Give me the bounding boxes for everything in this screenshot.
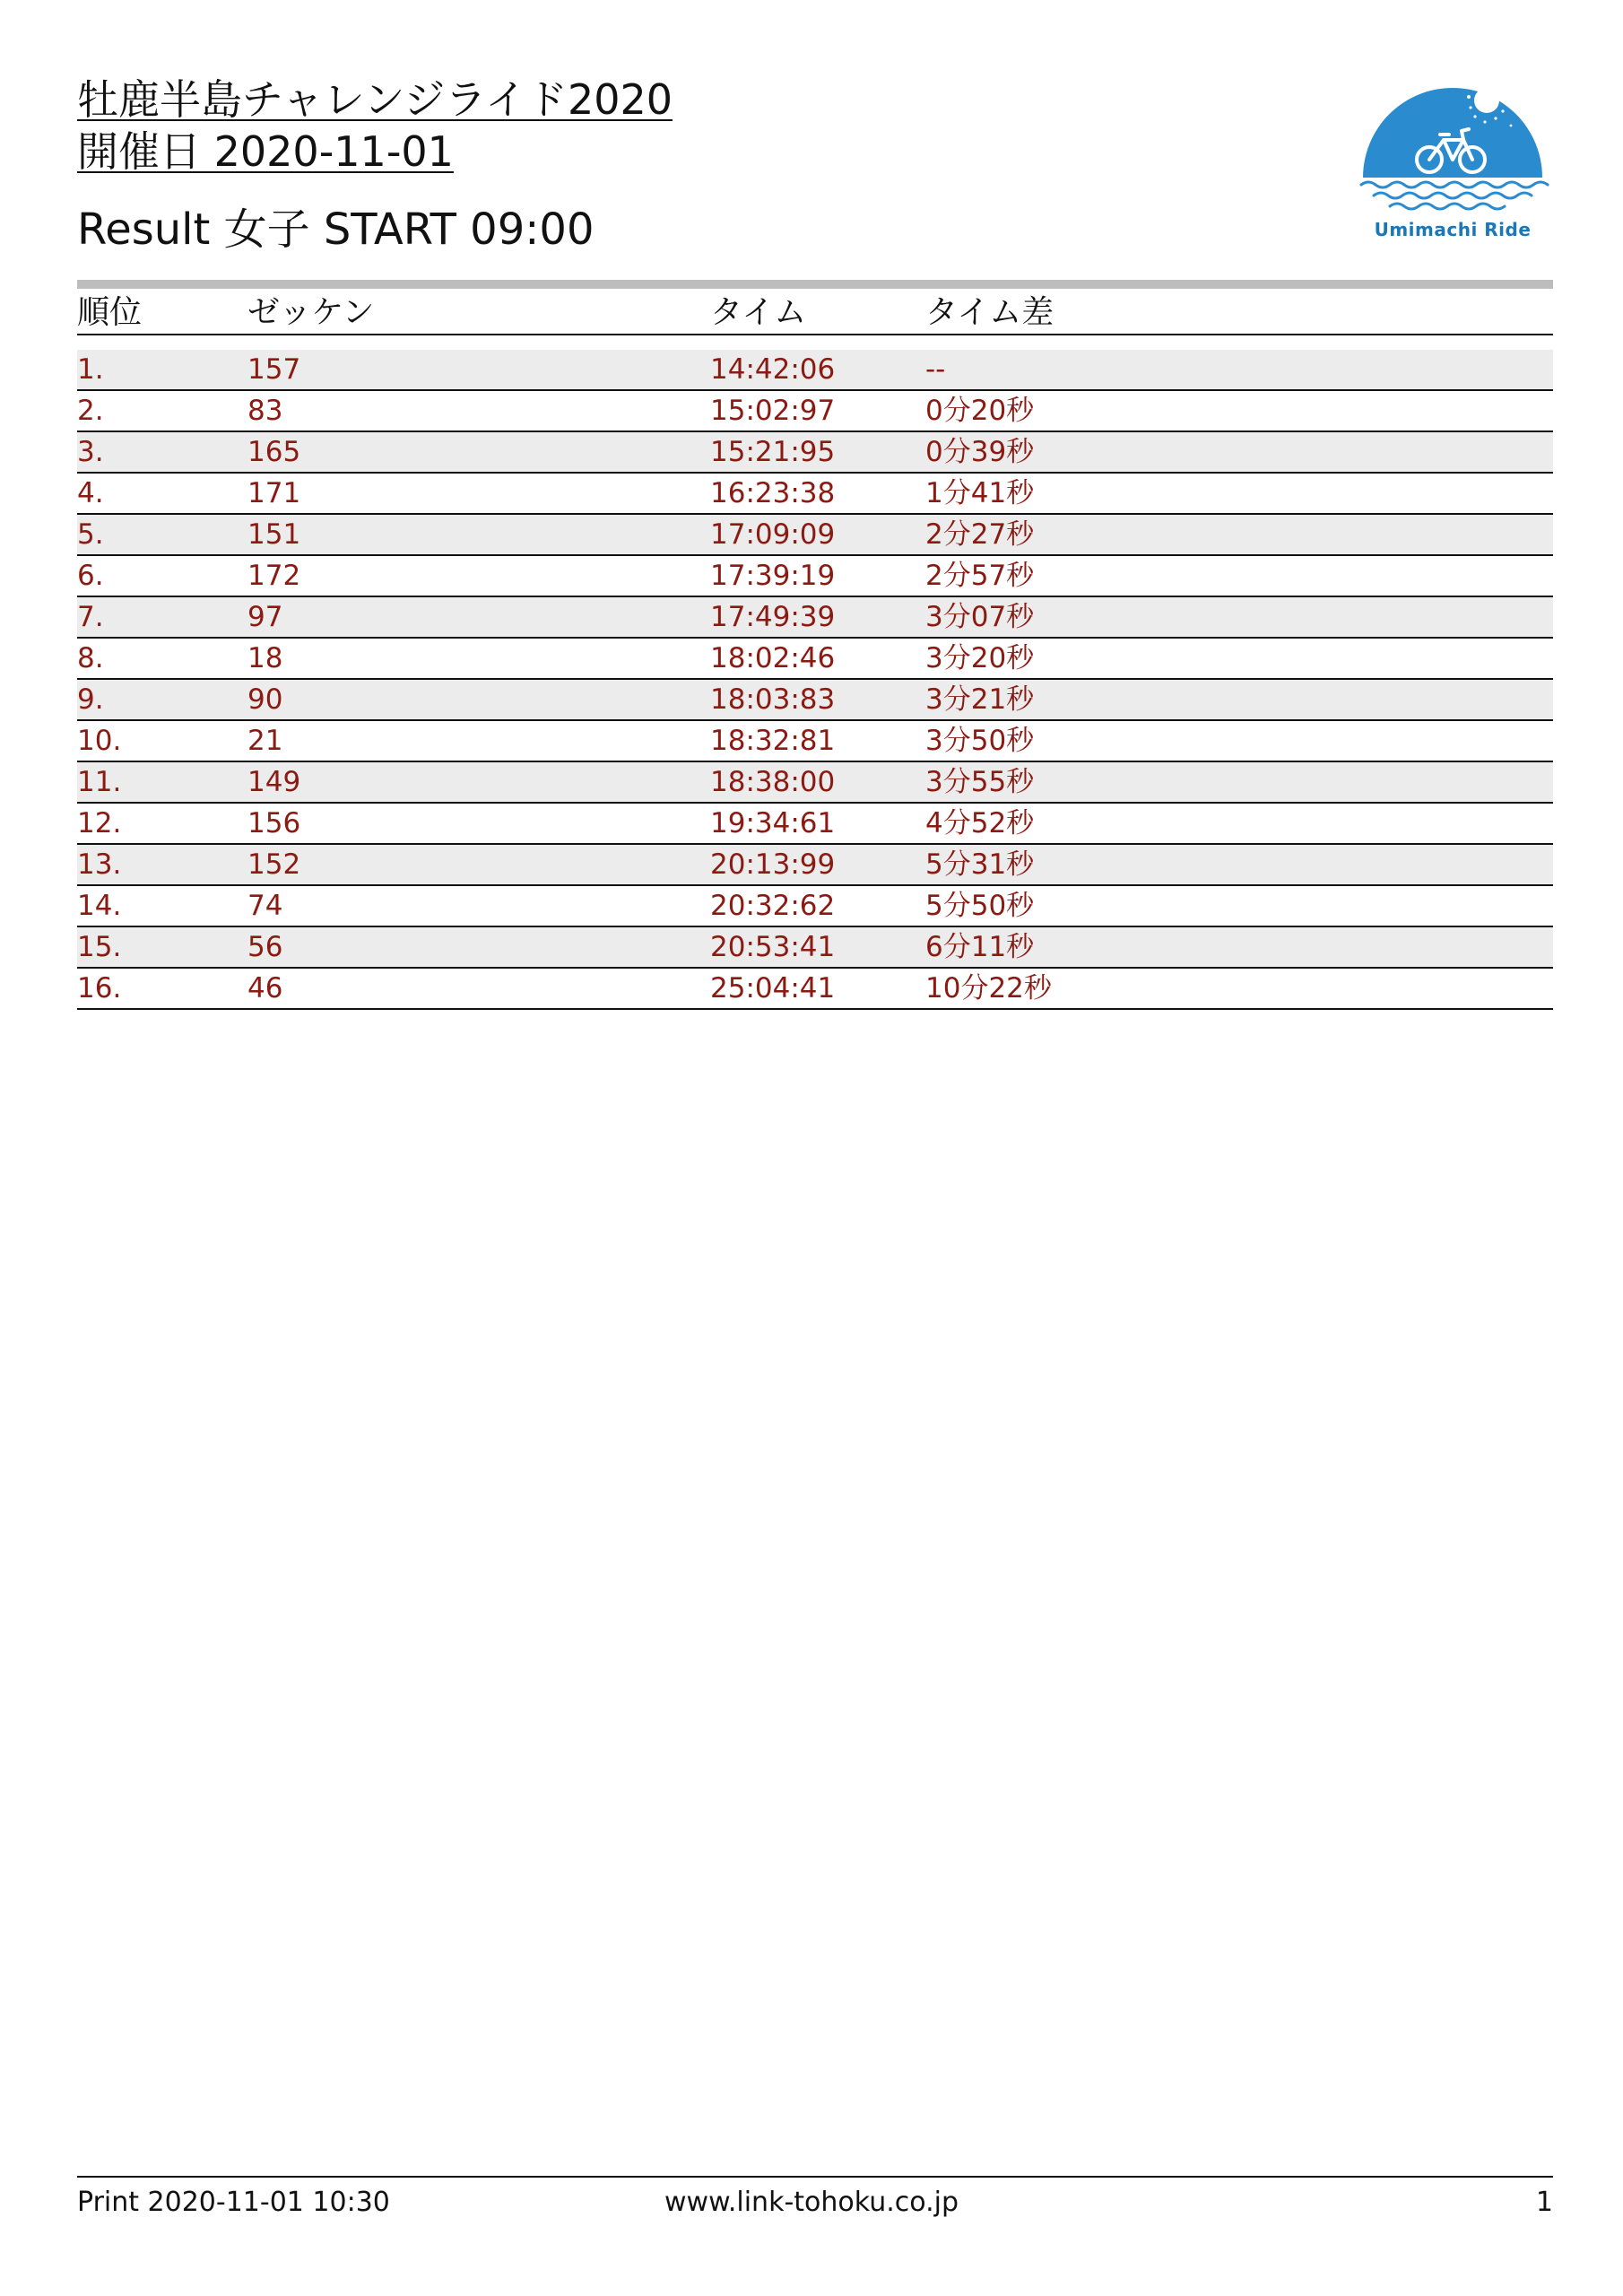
table-row (77, 639, 1553, 680)
cell-time: 17:49:39 (710, 601, 836, 633)
cell-rank: 11. (77, 766, 122, 798)
event-title: 牡鹿半島チャレンジライド2020 (77, 75, 673, 124)
cell-rank: 12. (77, 807, 122, 839)
cell-time: 17:39:19 (710, 560, 836, 592)
cell-time: 20:53:41 (710, 931, 836, 963)
column-header-rank: 順位 (77, 294, 143, 331)
cell-rank: 6. (77, 560, 104, 592)
table-row (77, 721, 1553, 762)
cell-time-diff: -- (925, 353, 946, 386)
cell-bib: 149 (247, 766, 301, 798)
cell-time-diff: 5分50秒 (925, 890, 1035, 922)
cell-time-diff: 3分20秒 (925, 642, 1035, 674)
cell-bib: 74 (247, 890, 283, 922)
cell-bib: 172 (247, 560, 301, 592)
column-header-bib: ゼッケン (247, 294, 375, 331)
table-row (77, 597, 1553, 639)
cell-rank: 10. (77, 725, 122, 757)
cell-time-diff: 1分41秒 (925, 477, 1035, 509)
table-row (77, 350, 1553, 391)
cell-time: 18:02:46 (710, 642, 836, 674)
footer-page-number: 1 (1535, 2187, 1553, 2218)
table-top-bar (77, 280, 1553, 289)
table-row (77, 680, 1553, 721)
cell-time: 25:04:41 (710, 972, 836, 1004)
cell-rank: 2. (77, 395, 104, 427)
table-row (77, 969, 1553, 1010)
cell-rank: 14. (77, 890, 122, 922)
cell-rank: 8. (77, 642, 104, 674)
footer-print-timestamp: Print 2020-11-01 10:30 (77, 2187, 390, 2218)
table-row (77, 845, 1553, 886)
cell-time: 20:32:62 (710, 890, 836, 922)
cell-bib: 97 (247, 601, 283, 633)
cell-time-diff: 4分52秒 (925, 807, 1035, 839)
table-row (77, 804, 1553, 845)
cell-time-diff: 3分21秒 (925, 683, 1035, 716)
cell-time-diff: 6分11秒 (925, 931, 1035, 963)
cell-time: 14:42:06 (710, 353, 836, 386)
cell-bib: 46 (247, 972, 283, 1004)
cell-time-diff: 3分55秒 (925, 766, 1035, 798)
cell-time: 20:13:99 (710, 848, 836, 881)
cell-bib: 165 (247, 436, 301, 468)
column-header-time: タイム (710, 294, 807, 331)
cell-bib: 156 (247, 807, 301, 839)
cell-time: 18:03:83 (710, 683, 836, 716)
cell-time-diff: 10分22秒 (925, 972, 1052, 1004)
results-table-body (77, 350, 1553, 1010)
cell-time-diff: 2分27秒 (925, 518, 1035, 551)
result-heading: Result 女子 START 09:00 (77, 204, 595, 255)
cell-rank: 15. (77, 931, 122, 963)
cell-bib: 83 (247, 395, 283, 427)
table-row (77, 391, 1553, 432)
cell-time: 17:09:09 (710, 518, 836, 551)
table-header (77, 292, 1553, 335)
cell-rank: 7. (77, 601, 104, 633)
logo-graphic (1354, 81, 1551, 215)
cell-bib: 56 (247, 931, 283, 963)
table-row (77, 556, 1553, 597)
table-row (77, 432, 1553, 474)
cell-rank: 1. (77, 353, 104, 386)
cell-time: 18:38:00 (710, 766, 836, 798)
table-row (77, 927, 1553, 969)
cell-time-diff: 0分20秒 (925, 395, 1035, 427)
cell-time-diff: 5分31秒 (925, 848, 1035, 881)
cell-time: 15:02:97 (710, 395, 836, 427)
cell-rank: 4. (77, 477, 104, 509)
cell-rank: 13. (77, 848, 122, 881)
table-row (77, 474, 1553, 515)
cell-bib: 171 (247, 477, 301, 509)
cell-bib: 18 (247, 642, 283, 674)
cell-time: 18:32:81 (710, 725, 836, 757)
cell-rank: 9. (77, 683, 104, 716)
footer-divider (77, 2176, 1553, 2178)
cell-bib: 152 (247, 848, 301, 881)
cell-time: 19:34:61 (710, 807, 836, 839)
cell-bib: 151 (247, 518, 301, 551)
table-row (77, 762, 1553, 804)
cell-time-diff: 0分39秒 (925, 436, 1035, 468)
cell-bib: 157 (247, 353, 301, 386)
cell-time: 16:23:38 (710, 477, 836, 509)
cell-rank: 5. (77, 518, 104, 551)
footer-url: www.link-tohoku.co.jp (664, 2187, 959, 2218)
logo-text: Umimachi Ride (1374, 219, 1532, 240)
column-header-time-diff: タイム差 (925, 294, 1055, 331)
cell-time-diff: 2分57秒 (925, 560, 1035, 592)
umimachi-ride-logo (1354, 81, 1551, 251)
cell-rank: 3. (77, 436, 104, 468)
cell-time: 15:21:95 (710, 436, 836, 468)
cell-bib: 21 (247, 725, 283, 757)
event-date: 開催日 2020-11-01 (77, 127, 454, 176)
cell-time-diff: 3分50秒 (925, 725, 1035, 757)
cell-rank: 16. (77, 972, 122, 1004)
table-row (77, 515, 1553, 556)
cell-time-diff: 3分07秒 (925, 601, 1035, 633)
table-row (77, 886, 1553, 927)
cell-bib: 90 (247, 683, 283, 716)
